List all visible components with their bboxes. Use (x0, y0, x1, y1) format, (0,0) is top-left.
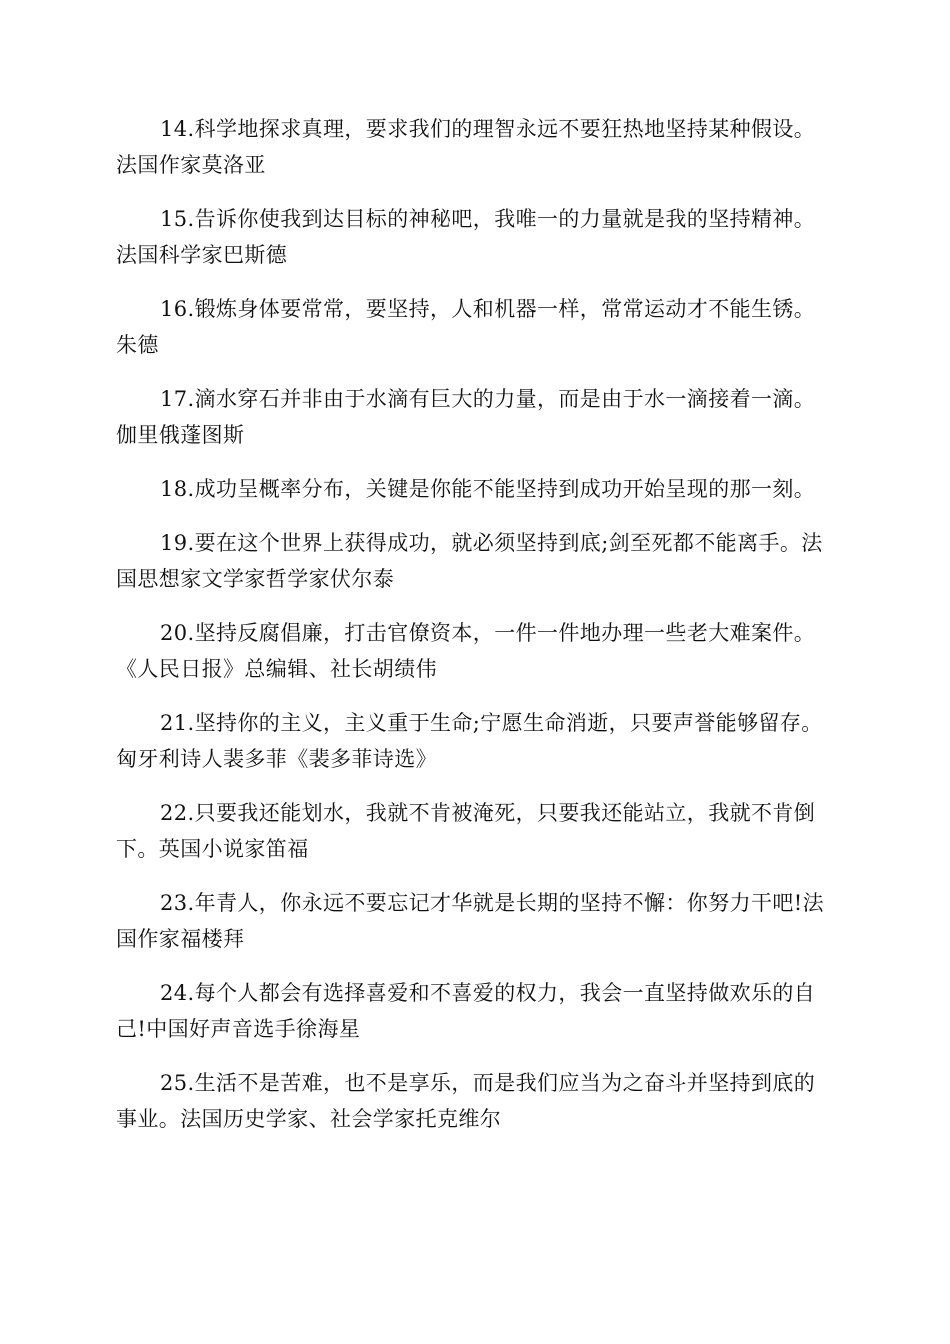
quote-paragraph-17: 17.滴水穿石并非由于水滴有巨大的力量，而是由于水一滴接着一滴。伽里俄蓬图斯 (116, 387, 816, 447)
quote-paragraph-16: 16.锻炼身体要常常，要坚持，人和机器一样，常常运动才不能生锈。朱德 (116, 297, 816, 357)
quote-paragraph-24: 24.每个人都会有选择喜爱和不喜爱的权力，我会一直坚持做欢乐的自己!中国好声音选手徐海星 (116, 981, 816, 1041)
quote-paragraph-22: 22.只要我还能划水，我就不肯被淹死，只要我还能站立，我就不肯倒下。英国小说家笛福 (116, 801, 816, 861)
quote-paragraph-23: 23.年青人，你永远不要忘记才华就是长期的坚持不懈：你努力干吧!法国作家福楼拜 (116, 891, 825, 951)
document-body (116, 111, 832, 1155)
quote-paragraph-25: 25.生活不是苦难，也不是享乐，而是我们应当为之奋斗并坚持到底的事业。法国历史学家、社会学家托克维尔 (116, 1071, 816, 1131)
quote-paragraph-14: 14.科学地探求真理，要求我们的理智永远不要狂热地坚持某种假设。法国作家莫洛亚 (116, 117, 816, 177)
quote-paragraph-19: 19.要在这个世界上获得成功，就必须坚持到底;剑至死都不能离手。法国思想家文学家哲学家伏尔泰 (116, 531, 823, 591)
quote-paragraph-18: 18.成功呈概率分布，关键是你能不能坚持到成功开始呈现的那一刻。 (160, 477, 816, 501)
quote-paragraph-15: 15.告诉你使我到达目标的神秘吧，我唯一的力量就是我的坚持精神。法国科学家巴斯德 (116, 207, 816, 267)
quote-paragraph-20: 20.坚持反腐倡廉，打击官僚资本，一件一件地办理一些老大难案件。《人民日报》总编辑、社长胡绩伟 (116, 621, 816, 681)
quote-paragraph-21: 21.坚持你的主义，主义重于生命;宁愿生命消逝，只要声誉能够留存。匈牙利诗人裴多菲《裴多菲诗选》 (116, 711, 823, 771)
